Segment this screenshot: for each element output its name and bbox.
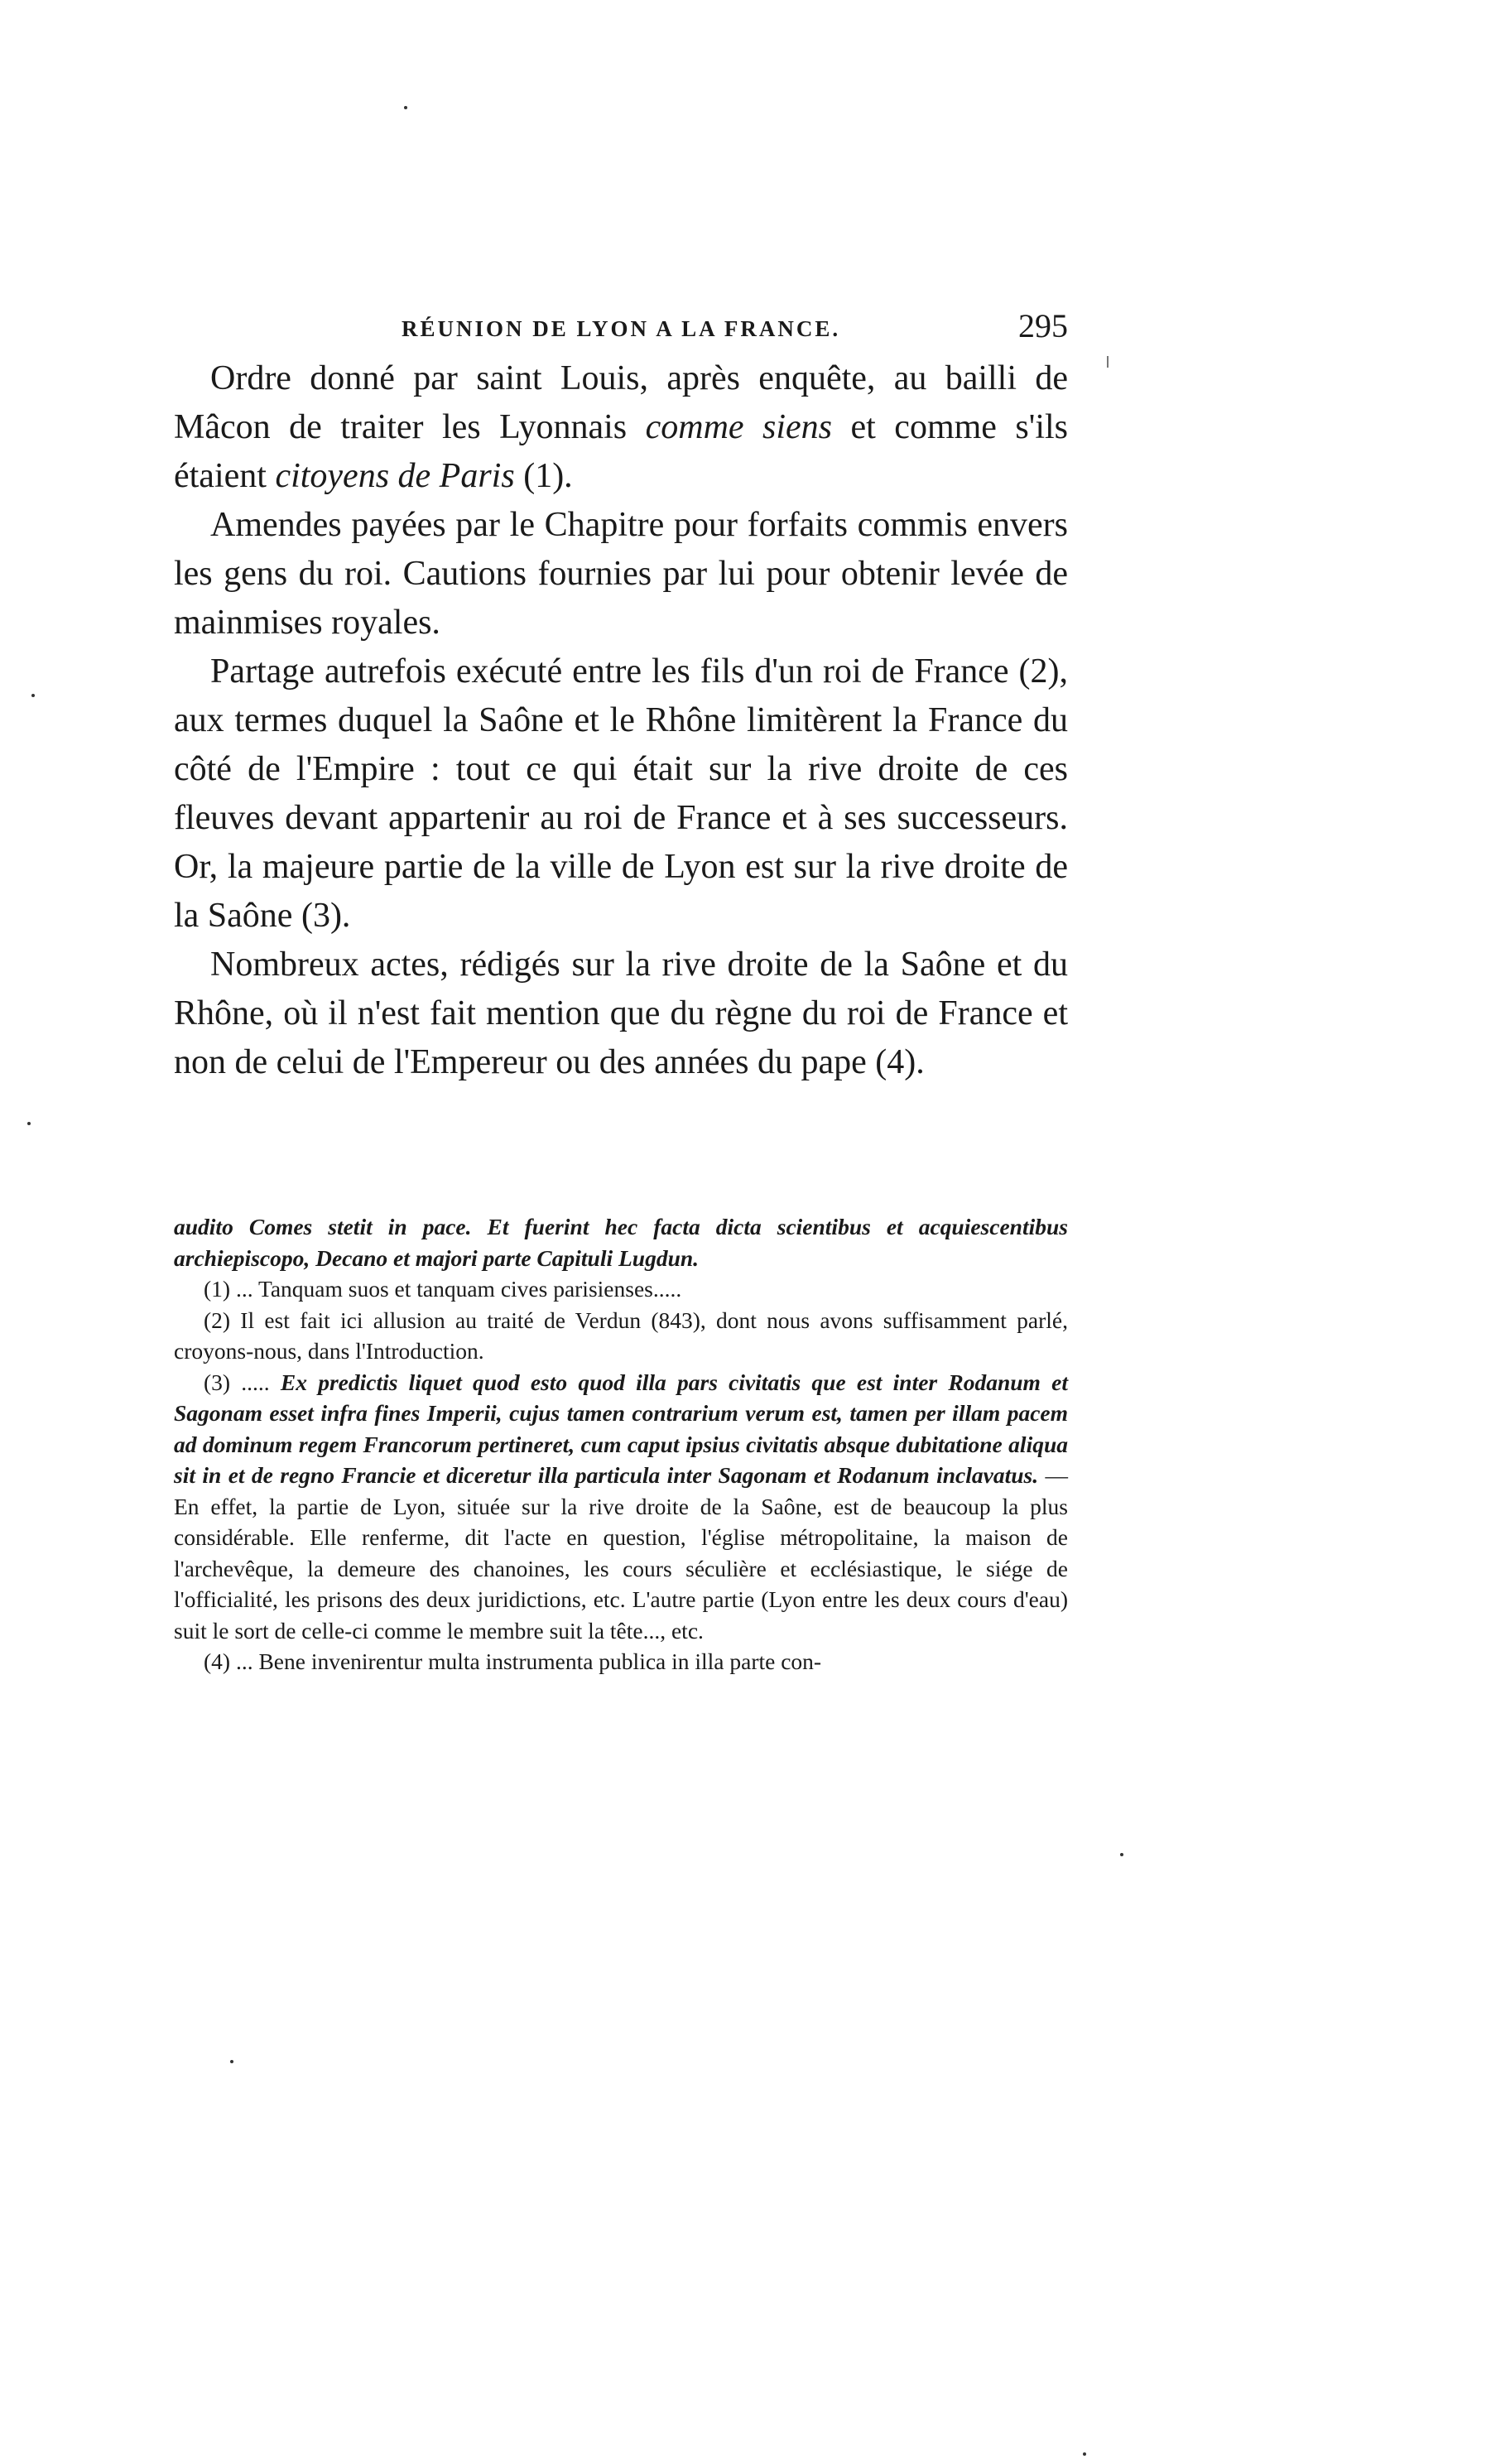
footnote-3-french: — En effet, la partie de Lyon, située sur la rive droite de la Saône, est de beaucoup la plus considérable. Elle renferme, dit l'acte en question, l'église métropolitaine, la maison de l'archevêque, la demeure des chanoines, les cours séculière et ecclésiastique, le siége de l'officialité, les prisons des deux juridictions, etc. L'autre partie (Lyon entre les deux cours d'eau) suit le sort de celle-ci comme le membre suit la tête..., etc. xyxy=(174,1462,1068,1643)
paragraph-2: Amendes payées par le Chapitre pour forfaits commis envers les gens du roi. Cautions fournies par lui pour obtenir levée de mainmises royales. xyxy=(174,506,1068,642)
scan-speck xyxy=(404,106,407,109)
footnote-1: (1) ... Tanquam suos et tanquam cives parisienses..... xyxy=(204,1276,682,1302)
footnote-3-latin: Ex predictis liquet quod esto quod illa pars civitatis que est inter Rodanum et Sagonam esset infra fines Imperii, cujus tamen contrarium verum est, tamen per illam pacem ad dominum regem Francorum pertineret, cum caput ipsius civitatis absque dubitatione aliqua sit in et de regno Francie et diceretur illa particula inter Sagonam et Rodanum inclavatus. xyxy=(174,1369,1068,1488)
scan-speck xyxy=(1083,2452,1086,2456)
scan-speck xyxy=(230,2060,233,2063)
page-number: 295 xyxy=(1018,307,1068,344)
paragraph-1-text-b: et comme s'ils étaient xyxy=(174,408,1069,495)
running-head xyxy=(174,306,1068,348)
paragraph-1-italic-a: comme siens xyxy=(645,408,833,446)
footnote-4: (4) ... Bene invenirentur multa instrumenta publica in illa parte con- xyxy=(204,1648,822,1674)
paragraph-1-text-a: Ordre donné par saint Louis, après enquête, au bailli de Mâcon de traiter les Lyonnais xyxy=(174,359,1068,446)
footnotes xyxy=(174,1211,1068,1677)
paragraph-1-text-c: (1). xyxy=(514,457,573,495)
running-title: RÉUNION DE LYON A LA FRANCE. xyxy=(402,316,841,341)
paragraph-1-italic-b: citoyens de Paris xyxy=(275,457,515,495)
scan-speck xyxy=(31,694,35,697)
main-text xyxy=(174,354,1068,1087)
footnote-3 xyxy=(174,1367,1068,1647)
footnote-continuation: audito Comes stetit in pace. Et fuerint hec facta dicta scientibus et acquiescentibus archiepiscopo, Decano et majori parte Capituli Lugdun. xyxy=(174,1214,1068,1271)
footnote-3-prefix: (3) ..... xyxy=(204,1369,281,1395)
scan-speck xyxy=(1120,1853,1123,1856)
paragraph-4: Nombreux actes, rédigés sur la rive droite de la Saône et du Rhône, où il n'est fait mention que du règne du roi de France et non de celui de l'Empereur ou des années du pape (4). xyxy=(174,946,1068,1081)
paragraph-1 xyxy=(174,354,1068,501)
paragraph-3: Partage autrefois exécuté entre les fils d'un roi de France (2), aux termes duquel la Saône et le Rhône limitèrent la France du côté de l'Empire : tout ce qui était sur la rive droite de ces fleuves devant appartenir au roi de France et à ses successeurs. Or, la majeure partie de la ville de Lyon est sur la rive droite de la Saône (3). xyxy=(174,652,1068,935)
scan-speck xyxy=(27,1122,31,1125)
scan-mark xyxy=(1107,356,1109,368)
footnote-2: (2) Il est fait ici allusion au traité de Verdun (843), dont nous avons suffisamment parlé, croyons-nous, dans l'Introduction. xyxy=(174,1307,1068,1364)
